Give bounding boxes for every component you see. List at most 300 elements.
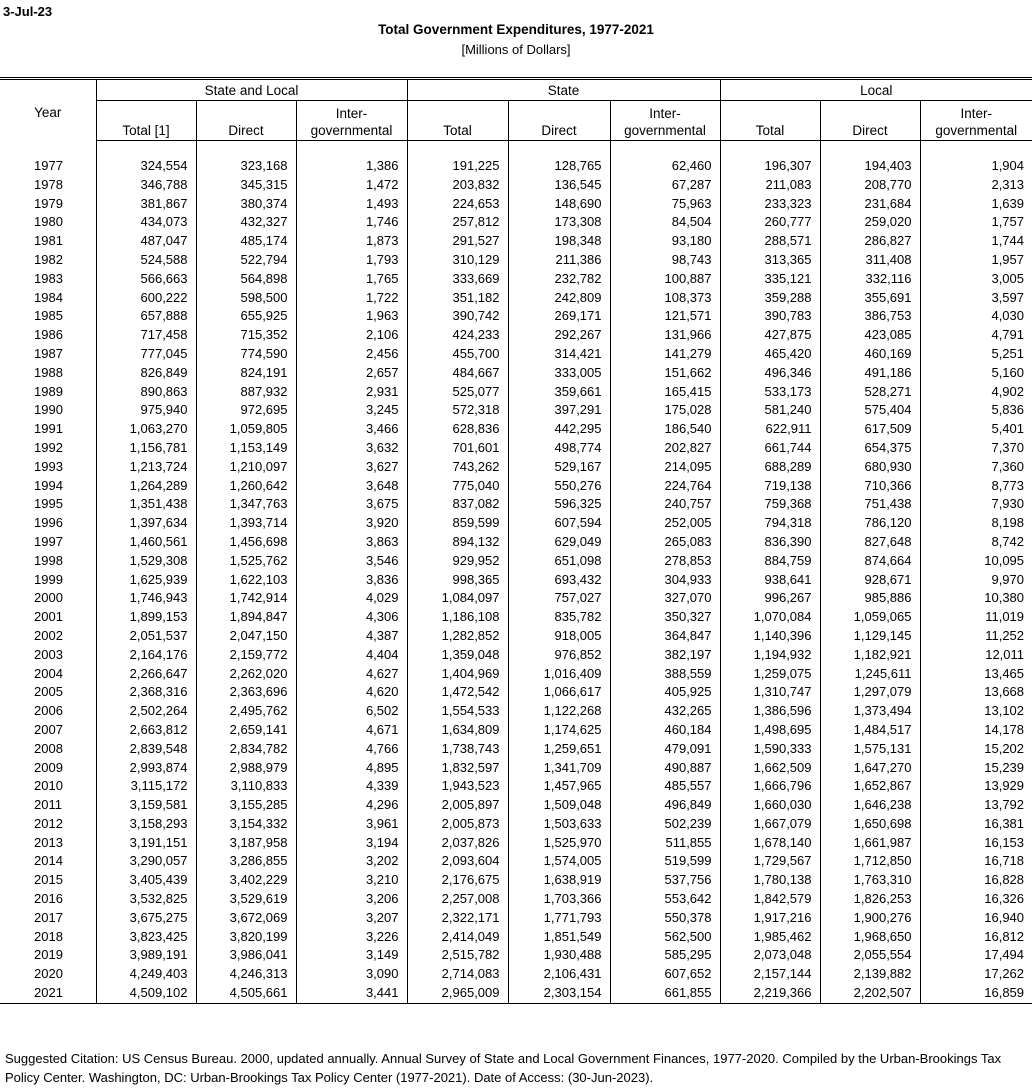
value-cell-local-direct: 1,652,867 [820,777,920,796]
value-cell-state-and-local-intergovernmental: 1,963 [296,307,407,326]
value-cell-state-total: 1,186,108 [407,608,508,627]
value-cell-local-intergovernmental: 5,251 [920,345,1032,364]
value-cell-state-and-local-intergovernmental: 2,456 [296,345,407,364]
value-cell-state-and-local-total: 3,405,439 [96,871,196,890]
table-row [0,627,1032,646]
value-cell-state-total: 1,084,097 [407,589,508,608]
value-cell-state-and-local-direct: 1,393,714 [196,514,296,533]
value-cell-state-total: 1,943,523 [407,777,508,796]
value-cell-state-intergovernmental: 364,847 [610,627,720,646]
value-cell-state-direct: 198,348 [508,232,610,251]
value-cell-state-intergovernmental: 131,966 [610,326,720,345]
year-cell: 1982 [34,251,63,267]
table-row [0,401,1032,420]
year-cell: 1980 [34,214,63,230]
value-cell-state-intergovernmental: 490,887 [610,759,720,778]
value-cell-state-total: 2,093,604 [407,852,508,871]
value-cell-state-intergovernmental: 485,557 [610,777,720,796]
value-cell-local-total: 2,219,366 [720,984,820,1003]
value-cell-local-intergovernmental: 17,494 [920,946,1032,965]
year-cell: 1985 [34,308,63,324]
table-row [0,533,1032,552]
value-cell-state-and-local-direct: 2,262,020 [196,665,296,684]
value-cell-local-direct: 1,763,310 [820,871,920,890]
value-cell-local-direct: 2,055,554 [820,946,920,965]
table-row [0,345,1032,364]
year-cell: 2003 [34,646,63,662]
value-cell-state-and-local-total: 3,532,825 [96,890,196,909]
value-cell-state-and-local-intergovernmental: 3,202 [296,852,407,871]
value-cell-state-and-local-direct: 1,153,149 [196,439,296,458]
col-header-line2: governmental [935,123,1018,138]
col-header-state-and-local-intergovernmental [296,101,407,141]
table-row [0,646,1032,665]
value-cell-state-and-local-direct: 2,834,782 [196,740,296,759]
value-cell-local-intergovernmental: 16,381 [920,815,1032,834]
group-header-state-and-local: State and Local [96,79,407,101]
value-cell-state-and-local-direct: 2,363,696 [196,683,296,702]
year-cell: 2019 [34,947,63,963]
value-cell-state-and-local-total: 1,264,289 [96,477,196,496]
value-cell-state-direct: 2,303,154 [508,984,610,1003]
value-cell-state-direct: 397,291 [508,401,610,420]
value-cell-state-intergovernmental: 278,853 [610,552,720,571]
value-cell-local-total: 688,289 [720,458,820,477]
value-cell-state-intergovernmental: 388,559 [610,665,720,684]
value-cell-local-direct: 710,366 [820,477,920,496]
value-cell-state-and-local-total: 381,867 [96,195,196,214]
value-cell-local-total: 759,368 [720,495,820,514]
value-cell-state-total: 390,742 [407,307,508,326]
value-cell-local-direct: 460,169 [820,345,920,364]
value-cell-state-and-local-intergovernmental: 1,746 [296,213,407,232]
value-cell-local-total: 1,070,084 [720,608,820,627]
value-cell-state-intergovernmental: 537,756 [610,871,720,890]
value-cell-state-and-local-direct: 3,820,199 [196,928,296,947]
value-cell-local-total: 1,666,796 [720,777,820,796]
value-cell-local-total: 622,911 [720,420,820,439]
value-cell-state-and-local-total: 1,213,724 [96,458,196,477]
value-cell-local-direct: 786,120 [820,514,920,533]
value-cell-local-direct: 1,575,131 [820,740,920,759]
value-cell-state-and-local-intergovernmental: 6,502 [296,702,407,721]
value-cell-state-and-local-total: 346,788 [96,176,196,195]
value-cell-local-total: 1,985,462 [720,928,820,947]
value-cell-state-and-local-total: 2,502,264 [96,702,196,721]
value-cell-state-intergovernmental: 93,180 [610,232,720,251]
table-row [0,157,1032,176]
value-cell-local-total: 884,759 [720,552,820,571]
value-cell-local-total: 260,777 [720,213,820,232]
table-row [0,383,1032,402]
year-cell: 2014 [34,853,63,869]
value-cell-local-intergovernmental: 1,639 [920,195,1032,214]
table-row [0,571,1032,590]
table-row [0,307,1032,326]
value-cell-state-intergovernmental: 265,083 [610,533,720,552]
value-cell-local-intergovernmental: 8,773 [920,477,1032,496]
table-row [0,552,1032,571]
value-cell-state-and-local-total: 2,051,537 [96,627,196,646]
value-cell-state-direct: 292,267 [508,326,610,345]
value-cell-local-total: 390,783 [720,307,820,326]
value-cell-local-total: 719,138 [720,477,820,496]
value-cell-state-and-local-total: 1,156,781 [96,439,196,458]
value-cell-local-direct: 874,664 [820,552,920,571]
value-cell-local-intergovernmental: 1,904 [920,157,1032,176]
col-header-local-direct [820,101,920,141]
year-cell: 1987 [34,345,63,361]
value-cell-state-and-local-direct: 323,168 [196,157,296,176]
value-cell-local-intergovernmental: 4,902 [920,383,1032,402]
table-row [0,514,1032,533]
value-cell-state-total: 455,700 [407,345,508,364]
value-cell-state-and-local-intergovernmental: 3,648 [296,477,407,496]
value-cell-local-total: 465,420 [720,345,820,364]
value-cell-state-direct: 1,851,549 [508,928,610,947]
year-cell: 2008 [34,740,63,756]
value-cell-state-direct: 442,295 [508,420,610,439]
value-cell-local-intergovernmental: 11,252 [920,627,1032,646]
value-cell-state-and-local-intergovernmental: 4,387 [296,627,407,646]
table-row [0,270,1032,289]
value-cell-state-and-local-direct: 1,525,762 [196,552,296,571]
value-cell-state-total: 837,082 [407,495,508,514]
year-cell: 1977 [34,158,63,173]
value-cell-state-and-local-total: 717,458 [96,326,196,345]
year-cell: 2017 [34,909,63,925]
value-cell-state-total: 191,225 [407,157,508,176]
value-cell-state-intergovernmental: 432,265 [610,702,720,721]
value-cell-local-direct: 311,408 [820,251,920,270]
year-cell: 1988 [34,364,63,380]
value-cell-state-and-local-direct: 887,932 [196,383,296,402]
col-header-state-and-local-total [96,101,196,141]
table-row [0,796,1032,815]
value-cell-state-intergovernmental: 98,743 [610,251,720,270]
value-cell-local-direct: 2,202,507 [820,984,920,1003]
value-cell-state-direct: 976,852 [508,646,610,665]
value-cell-local-intergovernmental: 8,742 [920,533,1032,552]
value-cell-state-direct: 1,341,709 [508,759,610,778]
value-cell-state-and-local-direct: 598,500 [196,289,296,308]
value-cell-local-total: 1,140,396 [720,627,820,646]
value-cell-state-total: 2,714,083 [407,965,508,984]
value-cell-local-intergovernmental: 16,812 [920,928,1032,947]
value-cell-local-intergovernmental: 5,401 [920,420,1032,439]
table-row [0,439,1032,458]
value-cell-local-total: 1,917,216 [720,909,820,928]
value-cell-state-direct: 333,005 [508,364,610,383]
value-cell-state-and-local-direct: 1,260,642 [196,477,296,496]
value-cell-state-and-local-total: 2,663,812 [96,721,196,740]
value-cell-state-and-local-direct: 1,210,097 [196,458,296,477]
col-header-line2: governmental [310,123,393,138]
value-cell-state-total: 743,262 [407,458,508,477]
value-cell-local-intergovernmental: 7,360 [920,458,1032,477]
value-cell-state-intergovernmental: 405,925 [610,683,720,702]
value-cell-local-direct: 1,647,270 [820,759,920,778]
value-cell-state-direct: 1,174,625 [508,721,610,740]
value-cell-state-total: 572,318 [407,401,508,420]
citation-text: Suggested Citation: US Census Bureau. 2000, updated annually. Annual Survey of State and Local Government Finances, 1977-2020. Compiled by the Urban-Brookings Tax Policy Center. Washington, DC: Urban-Brookings Tax Policy Center (1977-2021). Date of Access: (30-Jun-2023). [5,1051,1002,1085]
value-cell-local-direct: 386,753 [820,307,920,326]
value-cell-state-and-local-direct: 2,988,979 [196,759,296,778]
year-cell: 1993 [34,458,63,474]
year-cell: 1979 [34,195,63,211]
value-cell-state-total: 224,653 [407,195,508,214]
col-header-line1 [723,105,818,122]
value-cell-state-and-local-total: 4,509,102 [96,984,196,1003]
value-cell-state-total: 1,404,969 [407,665,508,684]
table-row [0,834,1032,853]
table-row [0,289,1032,308]
value-cell-state-direct: 498,774 [508,439,610,458]
year-cell: 2010 [34,778,63,794]
value-cell-local-total: 313,365 [720,251,820,270]
value-cell-state-and-local-total: 2,993,874 [96,759,196,778]
value-cell-state-total: 894,132 [407,533,508,552]
value-cell-local-direct: 1,182,921 [820,646,920,665]
value-cell-state-direct: 1,457,965 [508,777,610,796]
value-cell-state-and-local-total: 2,368,316 [96,683,196,702]
value-cell-local-intergovernmental: 4,030 [920,307,1032,326]
value-cell-local-total: 211,083 [720,176,820,195]
col-header-line2: Direct [852,123,888,138]
table-row [0,477,1032,496]
value-cell-state-and-local-direct: 972,695 [196,401,296,420]
value-cell-state-total: 333,669 [407,270,508,289]
value-cell-state-direct: 136,545 [508,176,610,195]
value-cell-state-intergovernmental: 62,460 [610,157,720,176]
value-cell-state-and-local-direct: 715,352 [196,326,296,345]
value-cell-local-direct: 617,509 [820,420,920,439]
value-cell-local-direct: 1,900,276 [820,909,920,928]
value-cell-local-total: 533,173 [720,383,820,402]
value-cell-local-direct: 654,375 [820,439,920,458]
value-cell-local-total: 836,390 [720,533,820,552]
value-cell-state-and-local-total: 3,158,293 [96,815,196,834]
value-cell-local-intergovernmental: 14,178 [920,721,1032,740]
value-cell-state-and-local-intergovernmental: 4,627 [296,665,407,684]
value-cell-state-direct: 651,098 [508,552,610,571]
value-cell-state-and-local-total: 3,989,191 [96,946,196,965]
value-cell-state-and-local-intergovernmental: 3,675 [296,495,407,514]
col-header-line1 [511,105,608,122]
value-cell-state-direct: 529,167 [508,458,610,477]
value-cell-state-intergovernmental: 67,287 [610,176,720,195]
value-cell-local-total: 1,842,579 [720,890,820,909]
value-cell-state-and-local-total: 975,940 [96,401,196,420]
value-cell-local-intergovernmental: 13,792 [920,796,1032,815]
table-row [0,665,1032,684]
value-cell-state-and-local-intergovernmental: 1,472 [296,176,407,195]
value-cell-state-and-local-intergovernmental: 3,632 [296,439,407,458]
value-cell-state-intergovernmental: 151,662 [610,364,720,383]
value-cell-state-and-local-total: 826,849 [96,364,196,383]
value-cell-state-and-local-direct: 2,047,150 [196,627,296,646]
value-cell-local-direct: 1,712,850 [820,852,920,871]
value-cell-state-and-local-intergovernmental: 3,210 [296,871,407,890]
value-cell-state-direct: 757,027 [508,589,610,608]
value-cell-local-total: 288,571 [720,232,820,251]
value-cell-local-direct: 286,827 [820,232,920,251]
table-row [0,251,1032,270]
value-cell-state-and-local-intergovernmental: 3,441 [296,984,407,1003]
year-cell: 2002 [34,627,63,643]
year-cell: 2020 [34,966,63,982]
table-row [0,759,1032,778]
year-cell: 1981 [34,233,63,249]
value-cell-state-direct: 314,421 [508,345,610,364]
value-cell-local-intergovernmental: 16,326 [920,890,1032,909]
value-cell-state-direct: 269,171 [508,307,610,326]
value-cell-state-intergovernmental: 175,028 [610,401,720,420]
value-cell-state-and-local-direct: 3,187,958 [196,834,296,853]
year-cell: 2009 [34,759,63,775]
value-cell-local-total: 1,498,695 [720,721,820,740]
value-cell-local-total: 359,288 [720,289,820,308]
value-cell-local-direct: 1,297,079 [820,683,920,702]
value-cell-state-direct: 148,690 [508,195,610,214]
value-cell-state-intergovernmental: 607,652 [610,965,720,984]
value-cell-state-direct: 1,259,651 [508,740,610,759]
table-row [0,928,1032,947]
value-cell-state-total: 2,414,049 [407,928,508,947]
value-cell-state-direct: 550,276 [508,477,610,496]
value-cell-local-direct: 827,648 [820,533,920,552]
value-cell-state-intergovernmental: 252,005 [610,514,720,533]
value-cell-state-and-local-total: 1,460,561 [96,533,196,552]
value-cell-state-and-local-direct: 1,347,763 [196,495,296,514]
year-cell: 1994 [34,477,63,493]
value-cell-state-and-local-intergovernmental: 3,836 [296,571,407,590]
value-cell-state-intergovernmental: 304,933 [610,571,720,590]
value-cell-state-total: 701,601 [407,439,508,458]
value-cell-state-total: 929,952 [407,552,508,571]
value-cell-state-total: 291,527 [407,232,508,251]
value-cell-state-intergovernmental: 382,197 [610,646,720,665]
value-cell-state-and-local-intergovernmental: 4,620 [296,683,407,702]
value-cell-state-and-local-intergovernmental: 1,386 [296,157,407,176]
value-cell-state-total: 484,667 [407,364,508,383]
value-cell-state-total: 525,077 [407,383,508,402]
value-cell-state-and-local-direct: 3,155,285 [196,796,296,815]
year-cell: 2015 [34,872,63,888]
value-cell-state-total: 1,634,809 [407,721,508,740]
value-cell-state-and-local-total: 1,351,438 [96,495,196,514]
value-cell-local-total: 1,386,596 [720,702,820,721]
value-cell-state-total: 2,257,008 [407,890,508,909]
value-cell-local-direct: 1,373,494 [820,702,920,721]
value-cell-local-intergovernmental: 13,102 [920,702,1032,721]
value-cell-state-and-local-intergovernmental: 3,863 [296,533,407,552]
value-cell-state-total: 2,322,171 [407,909,508,928]
year-cell: 2005 [34,684,63,700]
value-cell-state-and-local-total: 1,899,153 [96,608,196,627]
value-cell-local-total: 938,641 [720,571,820,590]
value-cell-local-intergovernmental: 13,465 [920,665,1032,684]
value-cell-local-total: 496,346 [720,364,820,383]
value-cell-state-and-local-total: 2,164,176 [96,646,196,665]
value-cell-state-direct: 1,638,919 [508,871,610,890]
value-cell-local-direct: 680,930 [820,458,920,477]
value-cell-state-direct: 1,525,970 [508,834,610,853]
value-cell-local-total: 1,590,333 [720,740,820,759]
value-cell-local-total: 2,073,048 [720,946,820,965]
value-cell-local-direct: 1,646,238 [820,796,920,815]
table-row [0,326,1032,345]
value-cell-local-total: 661,744 [720,439,820,458]
value-cell-state-direct: 693,432 [508,571,610,590]
value-cell-local-total: 1,259,075 [720,665,820,684]
value-cell-local-direct: 575,404 [820,401,920,420]
col-header-line2: Direct [228,123,264,138]
col-header-line2: Total [443,123,472,138]
value-cell-state-and-local-direct: 824,191 [196,364,296,383]
value-cell-state-direct: 242,809 [508,289,610,308]
value-cell-state-and-local-total: 324,554 [96,157,196,176]
value-cell-state-intergovernmental: 100,887 [610,270,720,289]
value-cell-local-direct: 259,020 [820,213,920,232]
value-cell-local-intergovernmental: 7,370 [920,439,1032,458]
value-cell-state-and-local-total: 1,397,634 [96,514,196,533]
value-cell-local-intergovernmental: 1,957 [920,251,1032,270]
value-cell-state-and-local-intergovernmental: 4,029 [296,589,407,608]
value-cell-state-intergovernmental: 550,378 [610,909,720,928]
value-cell-local-intergovernmental: 16,153 [920,834,1032,853]
value-cell-state-direct: 211,386 [508,251,610,270]
value-cell-local-total: 233,323 [720,195,820,214]
value-cell-state-and-local-total: 487,047 [96,232,196,251]
value-cell-state-and-local-intergovernmental: 3,194 [296,834,407,853]
col-header-line1 [99,105,194,122]
table-row [0,702,1032,721]
value-cell-state-direct: 2,106,431 [508,965,610,984]
group-header-state: State [407,79,720,101]
year-cell: 2011 [34,797,62,813]
value-cell-state-and-local-direct: 655,925 [196,307,296,326]
value-cell-state-and-local-direct: 522,794 [196,251,296,270]
year-cell: 1990 [34,402,63,418]
value-cell-local-direct: 1,129,145 [820,627,920,646]
year-column-header: Year [0,79,96,141]
value-cell-local-intergovernmental: 16,718 [920,852,1032,871]
value-cell-state-and-local-total: 1,063,270 [96,420,196,439]
year-cell: 1992 [34,439,63,455]
value-cell-local-intergovernmental: 7,930 [920,495,1032,514]
year-cell: 1995 [34,496,63,512]
value-cell-state-intergovernmental: 496,849 [610,796,720,815]
value-cell-local-direct: 1,968,650 [820,928,920,947]
value-cell-state-intergovernmental: 553,642 [610,890,720,909]
value-cell-local-direct: 1,484,517 [820,721,920,740]
table-row [0,721,1032,740]
value-cell-local-direct: 1,059,065 [820,608,920,627]
value-cell-local-intergovernmental: 5,836 [920,401,1032,420]
value-cell-state-and-local-total: 2,839,548 [96,740,196,759]
value-cell-state-total: 998,365 [407,571,508,590]
year-cell: 2001 [34,609,63,625]
page-title: Total Government Expenditures, 1977-2021 [378,22,654,37]
value-cell-state-total: 628,836 [407,420,508,439]
value-cell-state-and-local-total: 524,588 [96,251,196,270]
table-row [0,909,1032,928]
value-cell-state-and-local-direct: 3,672,069 [196,909,296,928]
col-header-local-intergovernmental [920,101,1032,141]
col-header-state-direct [508,101,610,141]
value-cell-state-and-local-direct: 1,622,103 [196,571,296,590]
